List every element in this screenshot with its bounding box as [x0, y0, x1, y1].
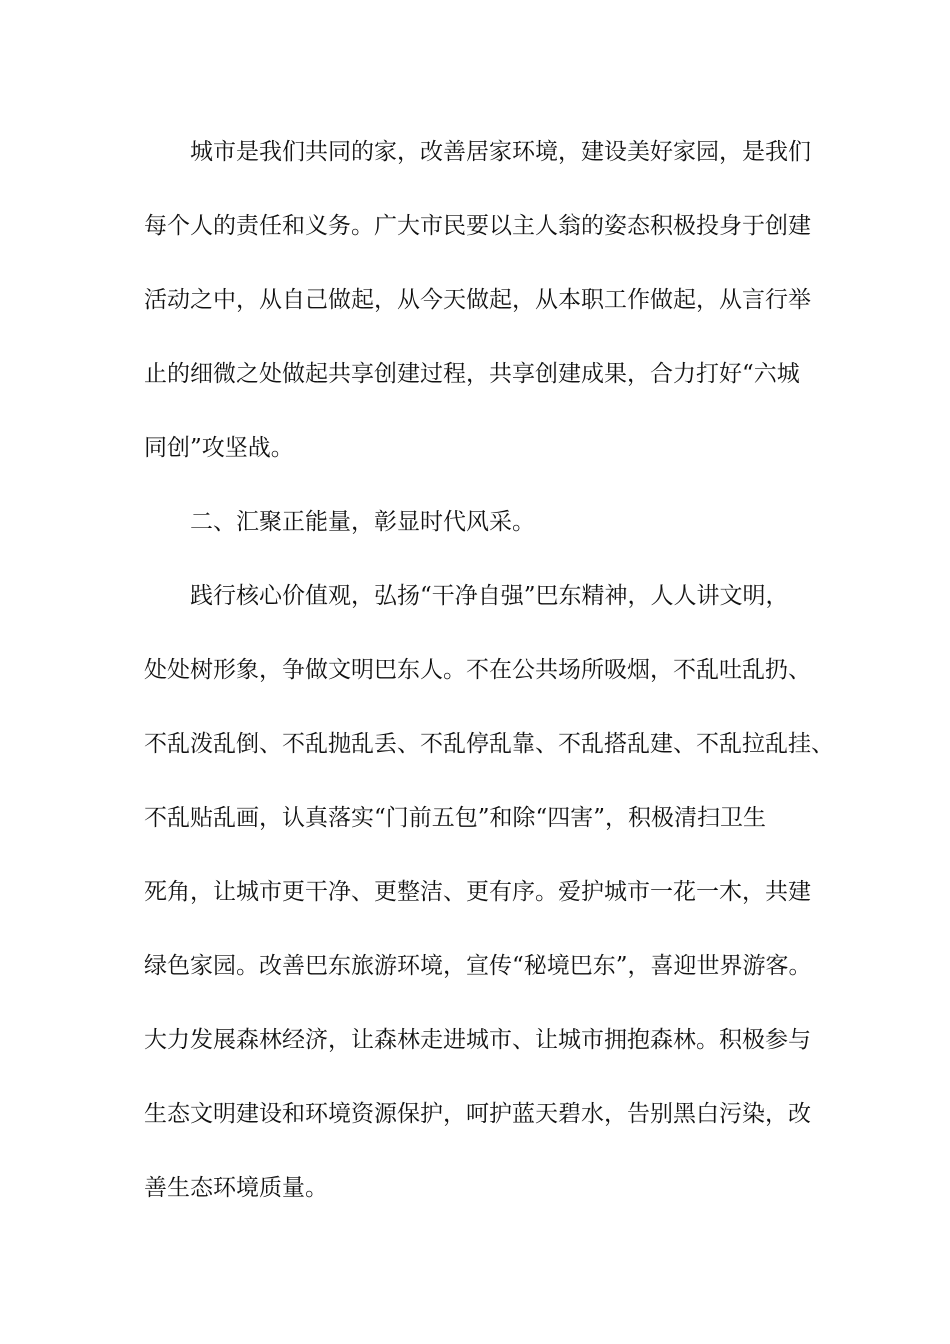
paragraph-2-line-1: 践行核心价值观，弘扬“干净自强”巴东精神，人人讲文明， — [190, 583, 789, 609]
paragraph-2-line-5: 死角，让城市更干净、更整洁、更有序。爱护城市一花一木，共建 — [144, 879, 811, 905]
paragraph-2-line-9: 善生态环境质量。 — [144, 1175, 328, 1201]
paragraph-2-line-8: 生态文明建设和环境资源保护，呵护蓝天碧水，告别黑白污染，改 — [144, 1101, 811, 1127]
paragraph-2-line-6: 绿色家园。改善巴东旅游环境，宣传“秘境巴东”，喜迎世界游客。 — [144, 953, 812, 979]
paragraph-2-line-2: 处处树形象，争做文明巴东人。不在公共场所吸烟，不乱吐乱扔、 — [144, 657, 811, 683]
section-heading-2: 二、汇聚正能量，彰显时代风采。 — [190, 509, 535, 535]
paragraph-1-line-2: 每个人的责任和义务。广大市民要以主人翁的姿态积极投身于创建 — [144, 213, 811, 239]
paragraph-1-line-3: 活动之中，从自己做起，从今天做起，从本职工作做起，从言行举 — [144, 287, 811, 313]
paragraph-2-line-7: 大力发展森林经济，让森林走进城市、让城市拥抱森林。积极参与 — [144, 1027, 811, 1053]
paragraph-2-line-4: 不乱贴乱画，认真落实“门前五包”和除“四害”，积极清扫卫生 — [144, 805, 767, 831]
paragraph-1-line-1: 城市是我们共同的家，改善居家环境，建设美好家园，是我们 — [190, 139, 811, 165]
paragraph-1-line-5: 同创”攻坚战。 — [144, 435, 294, 461]
paragraph-1-line-4: 止的细微之处做起共享创建过程，共享创建成果，合力打好“六城 — [144, 361, 800, 387]
paragraph-2-line-3: 不乱泼乱倒、不乱抛乱丢、不乱停乱靠、不乱搭乱建、不乱拉乱挂、 — [144, 731, 834, 757]
